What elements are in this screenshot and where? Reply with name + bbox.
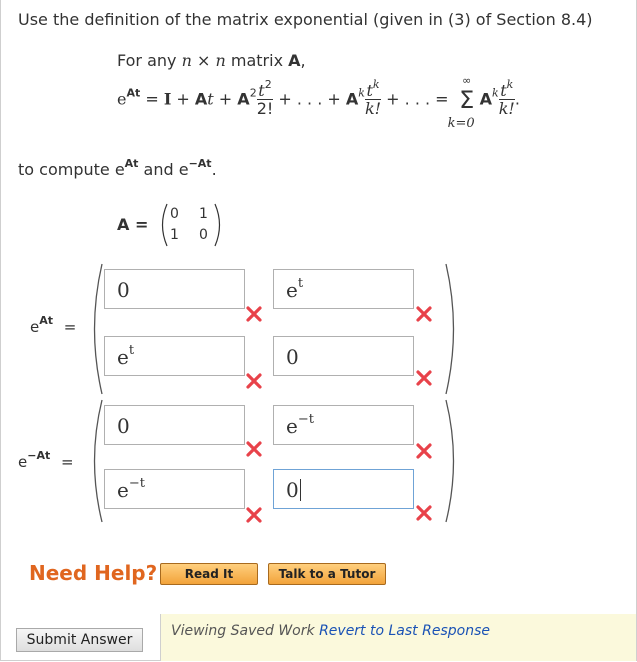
exponential-definition [117, 74, 520, 131]
eat-answer-r1c2[interactable] [273, 269, 414, 309]
answer-base: 0 [286, 478, 299, 502]
answer-base: e [286, 414, 298, 438]
answer-exponent: t [128, 343, 135, 358]
answer-exponent: −t [128, 476, 145, 491]
answer-value [286, 414, 314, 438]
t-var: t [500, 81, 507, 100]
emat-answer-r1c1[interactable] [104, 405, 245, 445]
neg-at-exponent: −At [27, 449, 51, 462]
matrix-a-symbol: A [288, 51, 301, 70]
ellipsis: . . . [404, 89, 436, 109]
right-paren-icon [213, 203, 225, 247]
a-symbol: A [479, 89, 493, 109]
a-symbol: A [345, 89, 359, 109]
exp-k: k [372, 78, 380, 91]
x-mark-icon [416, 306, 432, 322]
ellipsis: . . . [296, 89, 328, 109]
for-any-text: For any [117, 51, 182, 70]
and-text: and e [138, 160, 189, 179]
t-var: t [207, 89, 214, 109]
x-mark-icon [246, 306, 262, 322]
plus: + [213, 89, 238, 109]
fraction-tk-over-kfact [364, 78, 382, 118]
answer-base: e [117, 478, 129, 502]
matrix-a-cell: 0 [170, 206, 179, 222]
x-mark-icon [246, 507, 262, 523]
infinity-symbol: ∞ [462, 74, 472, 87]
k-factorial: k! [364, 99, 382, 118]
fraction-tk-over-kfact [498, 78, 515, 118]
eat-answer-r2c2[interactable] [273, 336, 414, 376]
exp-k: k [506, 78, 514, 91]
at-exponent: At [124, 157, 139, 170]
answer-value [286, 478, 301, 502]
equals: = [435, 89, 454, 109]
eat-answer-r2c1[interactable] [104, 336, 245, 376]
times-symbol: × [191, 51, 216, 70]
equals: = [61, 453, 74, 471]
neg-at-exponent: −At [188, 157, 212, 170]
matrix-a-label: A = [117, 215, 149, 234]
sum-symbol [447, 74, 480, 131]
t-var: t [258, 81, 265, 100]
x-mark-icon [416, 505, 432, 521]
answer-value [117, 345, 134, 369]
talk-to-tutor-button[interactable]: Talk to a Tutor [268, 563, 386, 585]
revert-link[interactable]: Revert to Last Response [319, 623, 490, 639]
identity-symbol: I [163, 89, 172, 109]
viewing-saved-work-text: Viewing Saved Work [171, 623, 315, 639]
answer-base: 0 [286, 345, 299, 369]
text-caret [300, 479, 301, 501]
submit-answer-button[interactable]: Submit Answer [16, 628, 143, 652]
at-exponent: At [126, 86, 141, 100]
matrix-a-cell: 1 [170, 227, 179, 243]
left-paren-icon [157, 203, 169, 247]
plus: + [171, 89, 195, 109]
plus: + [273, 89, 297, 109]
n-var: n [215, 51, 226, 70]
sum-lower-index: k=0 [447, 116, 475, 131]
comma: , [300, 51, 306, 70]
saved-work-notice [160, 614, 636, 661]
eat-label [30, 314, 77, 336]
answer-base: e [117, 345, 129, 369]
e-symbol: e [117, 89, 127, 109]
left-bracket-icon [86, 262, 104, 396]
e-symbol: e [30, 318, 40, 336]
given-matrix-a [117, 205, 247, 247]
compute-instruction [18, 157, 217, 179]
exp-k: k [492, 86, 499, 100]
eat-answer-r1c1[interactable] [104, 269, 245, 309]
need-help-label: Need Help? [29, 561, 158, 585]
definition-intro [117, 51, 306, 70]
matrix-a-cell: 0 [199, 227, 208, 243]
at-exponent: At [39, 314, 54, 327]
two-factorial: 2! [256, 99, 274, 118]
e-symbol: e [18, 453, 28, 471]
emat-label [18, 449, 74, 471]
answer-value [117, 478, 145, 502]
right-bracket-icon [444, 398, 462, 524]
period: . [514, 89, 520, 109]
answer-exponent: −t [297, 412, 314, 427]
exp-k: k [358, 86, 365, 100]
sigma-icon: Σ [459, 86, 475, 114]
answer-base: 0 [117, 278, 130, 302]
equals: = [140, 89, 164, 109]
read-it-button[interactable]: Read It [160, 563, 258, 585]
equals: = [63, 318, 77, 336]
x-mark-icon [416, 443, 432, 459]
fraction-t2-over-2fact [256, 78, 274, 118]
exp-two: 2 [264, 78, 272, 91]
plus: + [381, 89, 405, 109]
left-bracket-icon [86, 398, 104, 524]
answer-exponent: t [297, 276, 304, 291]
emat-answer-r2c1[interactable] [104, 469, 245, 509]
a-symbol: A [237, 89, 250, 109]
a-symbol: A [194, 89, 208, 109]
matrix-a-cell: 1 [199, 206, 208, 222]
emat-answer-r2c2[interactable] [273, 469, 414, 509]
x-mark-icon [246, 441, 262, 457]
n-var: n [181, 51, 192, 70]
answer-value [117, 414, 130, 438]
exp-two: 2 [249, 86, 257, 100]
answer-base: 0 [117, 414, 130, 438]
k-factorial: k! [498, 99, 515, 118]
emat-answer-r1c2[interactable] [273, 405, 414, 445]
period: . [211, 160, 217, 179]
answer-value [117, 278, 130, 302]
answer-value [286, 278, 303, 302]
answer-base: e [286, 278, 298, 302]
matrix-word: matrix [225, 51, 289, 70]
to-compute-text: to compute e [18, 160, 125, 179]
problem-statement: Use the definition of the matrix exponential (given in (3) of Section 8.4) [18, 10, 593, 29]
plus: + [327, 89, 346, 109]
t-var: t [366, 81, 373, 100]
right-bracket-icon [444, 262, 462, 396]
answer-value [286, 345, 299, 369]
x-mark-icon [416, 370, 432, 386]
x-mark-icon [246, 373, 262, 389]
